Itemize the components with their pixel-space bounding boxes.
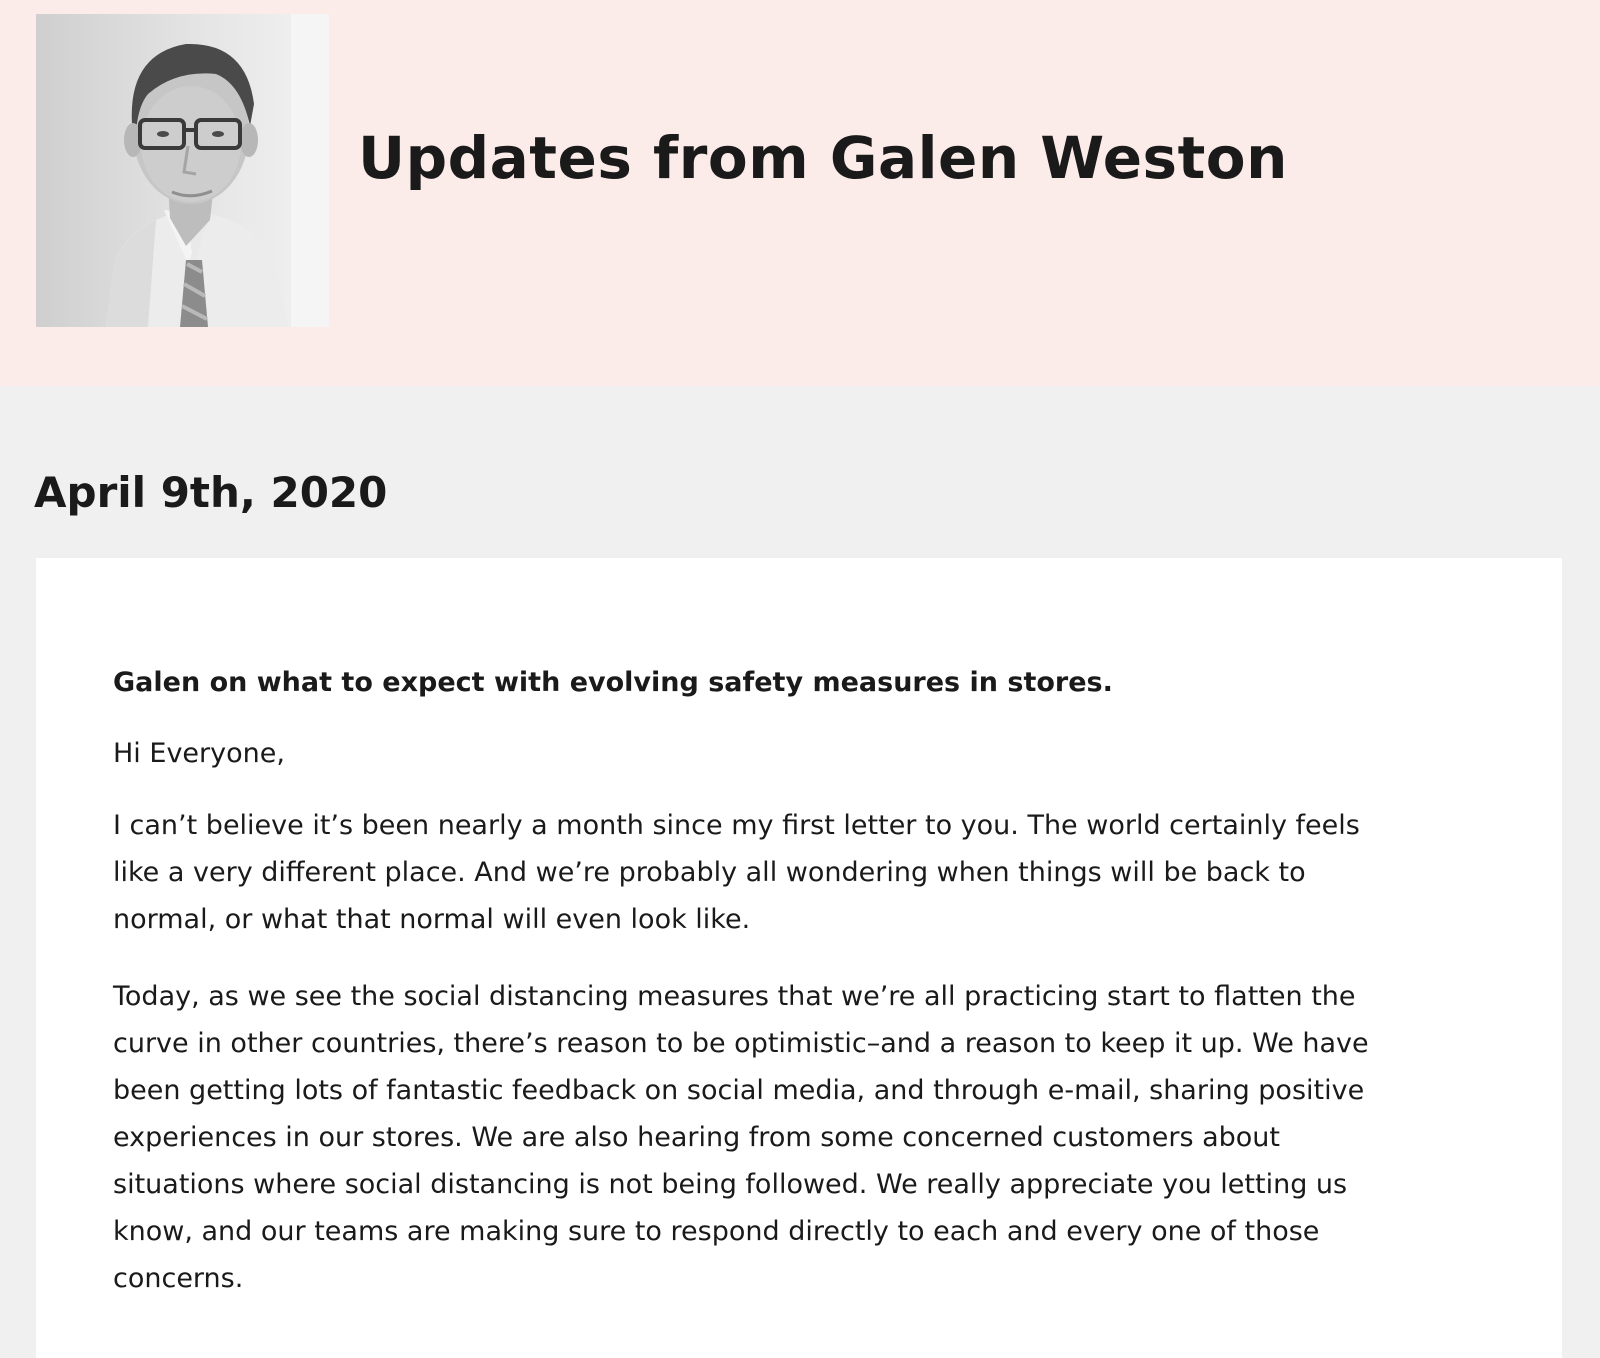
page-title: Updates from Galen Weston [358,124,1288,192]
paragraph-line: normal, or what that normal will even look like. [113,904,751,935]
paragraph-line: I can’t believe it’s been nearly a month since my first letter to you. The world certainly feels [113,810,1360,841]
letter-paragraph-1 [113,802,1513,943]
paragraph-line: concerns. [113,1263,244,1294]
letter-paragraph-2 [113,973,1513,1302]
paragraph-line: like a very different place. And we’re probably all wondering when things will be back to [113,857,1306,888]
paragraph-line: Today, as we see the social distancing measures that we’re all practicing start to flatten the [113,981,1356,1012]
letter-card [36,558,1562,1358]
page-header [0,0,1600,386]
paragraph-line: know, and our teams are making sure to respond directly to each and every one of those [113,1216,1320,1247]
paragraph-line: experiences in our stores. We are also hearing from some concerned customers about [113,1122,1280,1153]
person-portrait-icon [36,14,329,327]
paragraph-line: been getting lots of fantastic feedback on social media, and through e-mail, sharing positive [113,1075,1365,1106]
paragraph-line: situations where social distancing is not being followed. We really appreciate you letting us [113,1169,1348,1200]
letter-greeting: Hi Everyone, [113,738,285,769]
paragraph-line: curve in other countries, there’s reason to be optimistic–and a reason to keep it up. We have [113,1028,1369,1059]
letter-subtitle: Galen on what to expect with evolving safety measures in stores. [113,667,1113,698]
letter-body [113,666,1513,1332]
portrait-photo [36,14,329,327]
post-date: April 9th, 2020 [34,468,388,517]
